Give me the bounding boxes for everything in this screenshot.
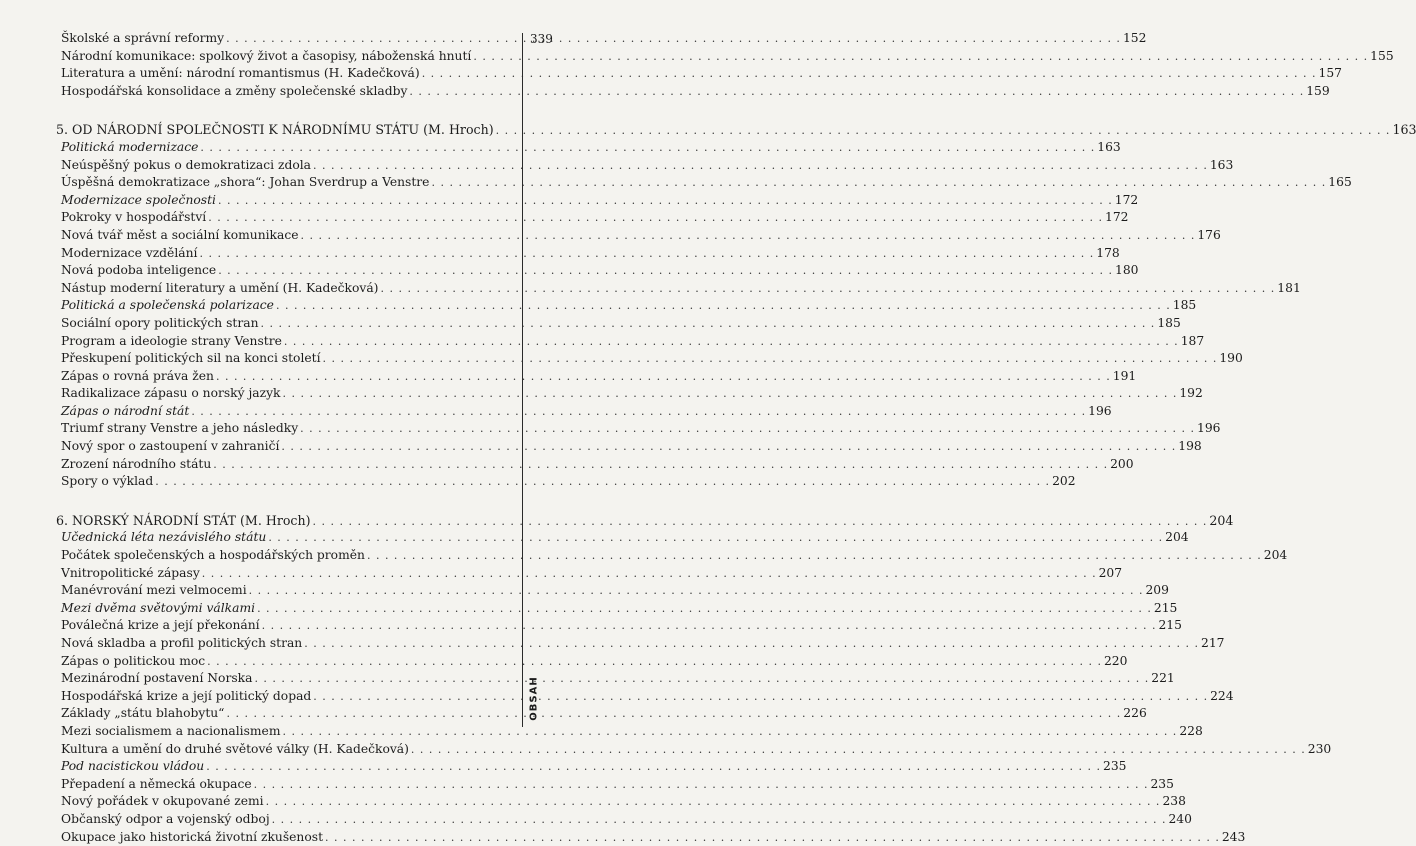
toc-entry-page: 207	[1098, 565, 1123, 580]
toc-entry-page: 172	[1105, 210, 1129, 225]
toc-entry-title: Manévrování mezi velmocemi	[61, 583, 247, 598]
toc-entry-page: 152	[1122, 31, 1147, 45]
toc-entry[interactable]	[56, 653, 1128, 671]
dot-leader	[257, 600, 1152, 618]
toc-entry-page: 221	[1151, 671, 1175, 686]
toc-entry-title: Modernizace společnosti	[61, 192, 216, 207]
dot-leader	[300, 420, 1195, 438]
toc-entry[interactable]	[56, 297, 1197, 315]
toc-entry[interactable]	[56, 565, 1123, 583]
toc-entry-page: 204	[1209, 512, 1234, 528]
toc-entry-title: Sociální opory politických stran	[61, 315, 259, 330]
dot-leader	[313, 157, 1208, 175]
toc-entry-page: 198	[1178, 439, 1202, 454]
toc-entry-title: Literatura a umění: národní romantismus (H. Kadečková)	[61, 66, 420, 81]
dot-leader	[249, 582, 1144, 600]
toc-entry-page: 185	[1157, 315, 1181, 330]
dot-leader	[431, 174, 1326, 192]
dot-leader	[367, 547, 1262, 565]
toc-entry[interactable]	[56, 280, 1301, 298]
toc-entry-page: 217	[1201, 636, 1225, 650]
toc-entry-title: Mezi dvěma světovými válkami	[61, 600, 256, 615]
toc-entry-title: Nový pořádek v okupované zemi	[61, 794, 264, 809]
toc-entry[interactable]	[56, 245, 1120, 263]
toc-entry-page: 181	[1277, 280, 1301, 295]
toc-entry-title: 5. OD NÁRODNÍ SPOLEČNOSTI K NÁRODNÍMU STÁTU (M. Hroch)	[56, 122, 494, 138]
toc-entry[interactable]	[56, 420, 1221, 438]
dot-leader	[325, 829, 1220, 846]
toc-entry-page: 204	[1165, 530, 1189, 545]
toc-entry-title: Neúspěšný pokus o demokratizaci zdola	[61, 157, 311, 172]
toc-entry-page: 176	[1197, 227, 1221, 242]
toc-entry-title: Okupace jako historická životní zkušenost	[61, 829, 324, 844]
toc-entry[interactable]	[56, 48, 1394, 66]
toc-entry-page: 200	[1110, 456, 1134, 471]
toc-entry-page: 243	[1221, 829, 1246, 844]
toc-entry-page: 163	[1209, 157, 1234, 172]
toc-entry[interactable]	[56, 600, 1178, 618]
toc-entry[interactable]	[56, 617, 1182, 635]
toc-entry[interactable]	[56, 209, 1129, 227]
toc-entry-title: Školské a správní reformy	[61, 31, 225, 45]
toc-entry[interactable]	[56, 333, 1205, 351]
toc-entry-page: 172	[1114, 192, 1139, 207]
dot-leader	[213, 456, 1108, 474]
toc-entry[interactable]	[56, 705, 1147, 723]
dot-leader	[301, 227, 1196, 245]
dot-leader	[202, 565, 1097, 583]
margin-rule	[522, 33, 523, 727]
toc-entry-page: 209	[1145, 583, 1169, 598]
toc-entry[interactable]	[56, 793, 1186, 811]
toc-entry-title: Zápas o národní stát	[61, 403, 190, 418]
dot-leader	[206, 758, 1101, 776]
dot-leader	[191, 403, 1086, 421]
toc-entry[interactable]	[56, 723, 1203, 741]
toc-entry-title: Modernizace vzdělání	[61, 245, 198, 260]
toc-entry-title: Mezinárodní postavení Norska	[61, 671, 253, 686]
toc-entry-title: Vnitropolitické zápasy	[61, 565, 200, 580]
toc-entry-page: 202	[1052, 474, 1076, 489]
toc-entry[interactable]	[56, 670, 1175, 688]
dot-leader	[207, 653, 1102, 671]
dot-leader	[304, 635, 1199, 653]
toc-entry[interactable]	[56, 582, 1169, 600]
dot-leader	[496, 122, 1391, 140]
toc-entry-page: 228	[1179, 723, 1203, 738]
dot-leader	[282, 723, 1177, 741]
toc-entry-title: Pod nacistickou vládou	[61, 759, 205, 774]
toc-entry-title: Poválečná krize a její překonání	[61, 618, 260, 633]
toc-entry-title: Triumf strany Venstre a jeho následky	[61, 421, 299, 436]
dot-leader	[226, 30, 1121, 48]
toc-entry[interactable]	[56, 192, 1139, 210]
toc-entry-page: 196	[1088, 403, 1112, 418]
toc-entry-page: 224	[1210, 688, 1234, 703]
toc-entry-page: 159	[1306, 83, 1330, 98]
toc-entry-page: 220	[1103, 653, 1128, 668]
toc-entry[interactable]	[56, 403, 1112, 421]
toc-entry[interactable]	[56, 529, 1189, 547]
toc-entry-page: 190	[1219, 351, 1243, 366]
toc-entry-page: 235	[1150, 776, 1174, 791]
toc-entry-page: 163	[1097, 139, 1121, 154]
dot-leader	[409, 83, 1304, 101]
dot-leader	[313, 688, 1208, 706]
toc-entry-title: Počátek společenských a hospodářských proměn	[61, 548, 365, 563]
toc-entry-page: 180	[1115, 263, 1139, 278]
toc-entry-title: Nástup moderní literatury a umění (H. Kadečková)	[61, 280, 379, 295]
toc-entry-title: Základy „státu blahobytu“	[61, 706, 225, 721]
toc-entry-title: Nová skladba a profil politických stran	[61, 636, 303, 650]
toc-entry-title: Nová tvář měst a sociální komunikace	[61, 227, 299, 242]
dot-leader	[200, 139, 1095, 157]
toc-entry-title: Politická a společenská polarizace	[61, 298, 274, 313]
toc-entry[interactable]	[56, 174, 1352, 192]
toc-entry-title: Přepadení a německá okupace	[61, 776, 252, 791]
dot-leader	[283, 385, 1178, 403]
toc-chapter[interactable]	[56, 121, 1416, 139]
dot-leader	[422, 65, 1317, 83]
toc-entry-title: Pokroky v hospodářství	[61, 210, 207, 225]
toc-entry-title: Zápas o politickou moc	[61, 653, 206, 668]
toc-entry[interactable]	[56, 688, 1234, 706]
toc-entry-title: Úspěšná demokratizace „shora“: Johan Sverdrup a Venstre	[61, 175, 430, 190]
toc-entry[interactable]	[56, 65, 1342, 83]
toc-entry-title: Národní komunikace: spolkový život a časopisy, náboženská hnutí	[61, 48, 472, 63]
dot-leader	[254, 670, 1149, 688]
dot-leader	[199, 245, 1094, 263]
toc-entry-page: 157	[1318, 66, 1342, 81]
toc-entry-page: 238	[1162, 794, 1186, 809]
toc-entry-title: Učednická léta nezávislého státu	[61, 530, 267, 545]
toc-entry[interactable]	[56, 315, 1181, 333]
toc-entry-page: 240	[1168, 811, 1192, 826]
toc-entry[interactable]	[56, 139, 1121, 157]
toc-entry-page: 215	[1153, 600, 1178, 615]
toc-entry[interactable]	[56, 776, 1174, 794]
toc-entry-title: Hospodářská konsolidace a změny společenské skladby	[61, 83, 408, 98]
dot-leader	[266, 793, 1161, 811]
toc-entry-title: 6. NORSKÝ NÁRODNÍ STÁT (M. Hroch)	[56, 512, 311, 528]
toc-entry[interactable]	[56, 635, 1225, 653]
dot-leader	[284, 333, 1179, 351]
toc-entry-page: 196	[1197, 421, 1221, 436]
toc-entry-title: Přeskupení politických sil na konci století	[61, 351, 321, 366]
toc-entry-title: Zrození národního státu	[61, 456, 212, 471]
toc-entry-page: 192	[1179, 386, 1203, 401]
toc-entry-title: Program a ideologie strany Venstre	[61, 333, 282, 348]
toc-entry-title: Kultura a umění do druhé světové války (H. Kadečková)	[61, 741, 409, 756]
toc-entry-title: Zápas o rovná práva žen	[61, 368, 214, 383]
toc-entry[interactable]	[56, 227, 1221, 245]
toc-entry[interactable]	[56, 758, 1127, 776]
toc-entry[interactable]	[56, 350, 1243, 368]
toc-entry-page: 215	[1158, 618, 1182, 633]
dot-leader	[208, 209, 1103, 227]
toc-entry-page: 235	[1103, 759, 1127, 774]
dot-leader	[226, 705, 1121, 723]
toc-entry-page: 163	[1392, 122, 1416, 138]
toc-entry[interactable]	[56, 547, 1288, 565]
toc-entry[interactable]	[56, 385, 1203, 403]
toc-entry-title: Politická modernizace	[61, 139, 199, 154]
toc-entry[interactable]	[56, 83, 1330, 101]
toc-entry-title: Mezi socialismem a nacionalismem	[61, 723, 281, 738]
toc-entry-page: 187	[1180, 333, 1205, 348]
toc-entry-page: 230	[1307, 741, 1332, 756]
dot-leader	[254, 776, 1149, 794]
dot-leader	[262, 617, 1157, 635]
toc-entry-title: Hospodářská krize a její politický dopad	[61, 688, 312, 703]
toc-entry[interactable]	[56, 811, 1192, 829]
dot-leader	[380, 280, 1275, 298]
dot-leader	[155, 473, 1050, 491]
dot-leader	[218, 262, 1113, 280]
dot-leader	[268, 529, 1163, 547]
dot-leader	[411, 741, 1306, 759]
toc-entry-title: Radikalizace zápasu o norský jazyk	[61, 386, 281, 401]
toc-entry[interactable]	[56, 829, 1246, 846]
dot-leader	[260, 315, 1155, 333]
toc-entry-title: Nový spor o zastoupení v zahraničí	[61, 439, 280, 454]
toc-entry[interactable]	[56, 473, 1076, 491]
dot-leader	[276, 297, 1171, 315]
toc-entry[interactable]	[56, 368, 1137, 386]
toc-chapter[interactable]	[56, 512, 1234, 530]
dot-leader	[218, 192, 1113, 210]
toc-entry[interactable]	[56, 262, 1139, 280]
toc-entry[interactable]	[56, 157, 1234, 175]
toc-entry[interactable]	[56, 438, 1202, 456]
toc-entry-page: 178	[1096, 245, 1120, 260]
toc-entry[interactable]	[56, 456, 1134, 474]
toc-entry-title: Nová podoba inteligence	[61, 263, 217, 278]
dot-leader	[473, 48, 1368, 66]
toc-entry[interactable]	[56, 741, 1332, 759]
section-label-text: OBSAH	[528, 675, 540, 721]
toc-entry-title: Občanský odpor a vojenský odboj	[61, 811, 270, 826]
toc-entry-title: Spory o výklad	[61, 474, 154, 489]
section-label	[526, 676, 542, 720]
dot-leader	[313, 513, 1208, 531]
toc-entry-page: 155	[1370, 48, 1394, 63]
page-number: 339	[530, 32, 553, 46]
toc-entry-page: 185	[1172, 298, 1197, 313]
toc-entry-page: 165	[1328, 175, 1352, 190]
dot-leader	[216, 368, 1111, 386]
dot-leader	[281, 438, 1176, 456]
toc-entry-page: 204	[1263, 548, 1288, 563]
dot-leader	[272, 811, 1167, 829]
dot-leader	[323, 350, 1218, 368]
toc-entry-page: 226	[1123, 706, 1147, 721]
toc-entry-page: 191	[1112, 368, 1137, 383]
